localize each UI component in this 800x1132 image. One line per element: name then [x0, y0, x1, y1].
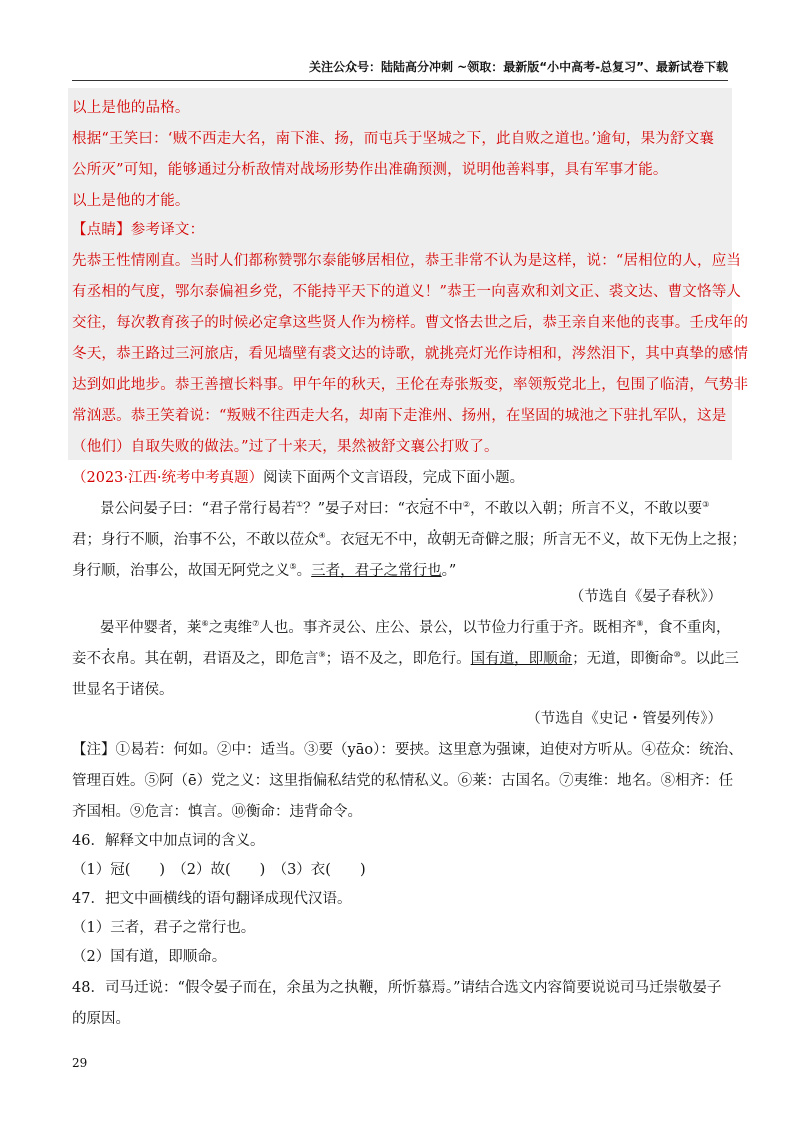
underlined-sentence-1: 三者，君子之常行也 — [311, 563, 442, 579]
footnote-4: ④ — [318, 531, 326, 541]
notes-line2: 管理百姓。⑤阿（ē）党之义：这里指偏私结党的私情私义。⑥莱：古国名。⑦夷维：地名。⑧相齐：任 — [72, 773, 734, 789]
answer-line: 冬天，恭王路过三河旅店，看见墙壁有裘文达的诗歌，就挑亮灯光作诗相和，涔然泪下，其中真挚的感情 — [72, 346, 749, 362]
dotted-word-yi: 衣 — [101, 651, 116, 667]
footnote-3: ③ — [702, 500, 710, 510]
q46-title: 46．解释文中加点词的含义。 — [72, 833, 265, 849]
footnote-7: ⑦ — [252, 619, 260, 629]
q48-line2: 的原因。 — [72, 1011, 130, 1027]
question-instruction: 阅读下面两个文言语段，完成下面小题。 — [263, 470, 525, 486]
answer-line: 先恭王性情刚直。当时人们都称赞鄂尔泰能够居相位，恭王非常不认为是这样，说：“居相位的人，应当 — [72, 253, 742, 269]
footnote-5: ⑤ — [289, 562, 297, 572]
passage2-line3: 世显名于诸侯。 — [72, 682, 174, 698]
page-number: 29 — [72, 1056, 88, 1070]
question-intro — [72, 466, 524, 487]
dotted-word-guan: 冠 — [419, 501, 434, 517]
q47-title: 47．把文中画横线的语句翻译成现代汉语。 — [72, 891, 352, 907]
passage1-source: （节选自《晏子春秋》） — [569, 589, 722, 605]
dotted-word-gu: 故 — [427, 532, 442, 548]
question-source-tag: （2023·江西·统考中考真题） — [72, 470, 264, 486]
footnote-6: ⑥ — [201, 619, 209, 629]
notes-line3: 齐国相。⑨危言：慎言。⑩衡命：违背命令。 — [72, 804, 362, 820]
passage2-line2: 妾不衣帛。其在朝，君语及之，即危言⑨；语不及之，即危行。国有道，即顺命；无道，即衡命⑩。以此三 — [72, 650, 739, 667]
passage2-line1: 晏平仲婴者，莱⑥之夷维⑦人也。事齐灵公、庄公、景公，以节俭力行重于齐。既相齐⑧，食不重肉， — [100, 619, 731, 636]
answer-line: 根据“王笑曰：‘贼不西走大名，南下淮、扬，而屯兵于坚城之下，此自败之道也。’逾旬，果为舒文襄 — [72, 131, 715, 147]
passage1-line1: 景公问晏子曰：“君子常行曷若①？”晏子对曰：“衣冠不中②，不敢以入朝；所言不义，不敢以要③ — [100, 500, 710, 517]
notes-line1: 【注】①曷若：何如。②中：适当。③要（yāo）：要挟。这里意为强谏，迫使对方听从。④莅众：统治、 — [72, 742, 743, 758]
answer-line: 以上是他的才能。 — [72, 193, 190, 209]
footnote-1: ① — [295, 500, 304, 510]
answer-line: 交往，每次教育孩子的时候必定拿这些贤人作为榜样。曹文恪去世之后，恭王亲自来他的丧事。壬戌年的 — [72, 315, 749, 331]
answer-line: 有丞相的气度，鄂尔泰偏袒乡党，不能持平天下的道义！”恭王一向喜欢和刘文正、裘文达、曹文恪等人 — [72, 284, 742, 300]
passage1-line2: 君；身行不顺，治事不公，不敢以莅众④。衣冠无不中，故朝无奇僻之服；所言无不义，故下无伪上之报； — [72, 531, 747, 548]
page-header: 关注公众号：陆陆高分冲刺 ~领取：最新版“小中高考-总复习”、最新试卷下载 — [309, 60, 728, 74]
passage2-source: （节选自《史记・管晏列传》） — [526, 711, 722, 727]
answer-line: 以上是他的品格。 — [72, 100, 190, 116]
answer-line: 达到如此地步。恭王善擅长料事。甲午年的秋天，王伦在寿张叛变，率领叛党北上，包围了临清，气势非 — [72, 377, 749, 393]
answer-line: （他们）自取失败的做法。”过了十来天，果然被舒文襄公打败了。 — [72, 439, 499, 455]
answer-line-dianjing: 【点睛】参考译文： — [72, 222, 205, 238]
header-rule — [72, 80, 728, 81]
q47-item2: （2）国有道，即顺命。 — [72, 949, 227, 965]
footnote-2: ② — [462, 500, 471, 510]
answer-line: 公所灭”可知，能够通过分析敌情对战场形势作出准确预测，说明他善料事，具有军事才能。 — [72, 162, 668, 178]
footnote-10: ⑩ — [673, 650, 681, 660]
q46-items: （1）冠( ) （2）故( ) （3）衣( ) — [72, 862, 366, 878]
answer-line: 常汹恶。恭王笑着说：“叛贼不往西走大名，却南下走淮州、扬州，在坚固的城池之下驻扎军队，这是 — [72, 408, 727, 424]
q47-item1: （1）三者，君子之常行也。 — [72, 920, 256, 936]
footnote-9: ⑨ — [318, 650, 326, 660]
underlined-sentence-2: 国有道，即顺命 — [470, 651, 573, 667]
passage1-line3: 身行顺，治事公，故国无阿党之义⑤。三者，君子之常行也。” — [72, 562, 457, 579]
q48-line1: 48．司马迁说：“假令晏子而在，余虽为之执鞭，所忻慕焉。”请结合选文内容简要说说司马迁崇敬晏子 — [72, 980, 722, 996]
footnote-8: ⑧ — [636, 619, 644, 629]
